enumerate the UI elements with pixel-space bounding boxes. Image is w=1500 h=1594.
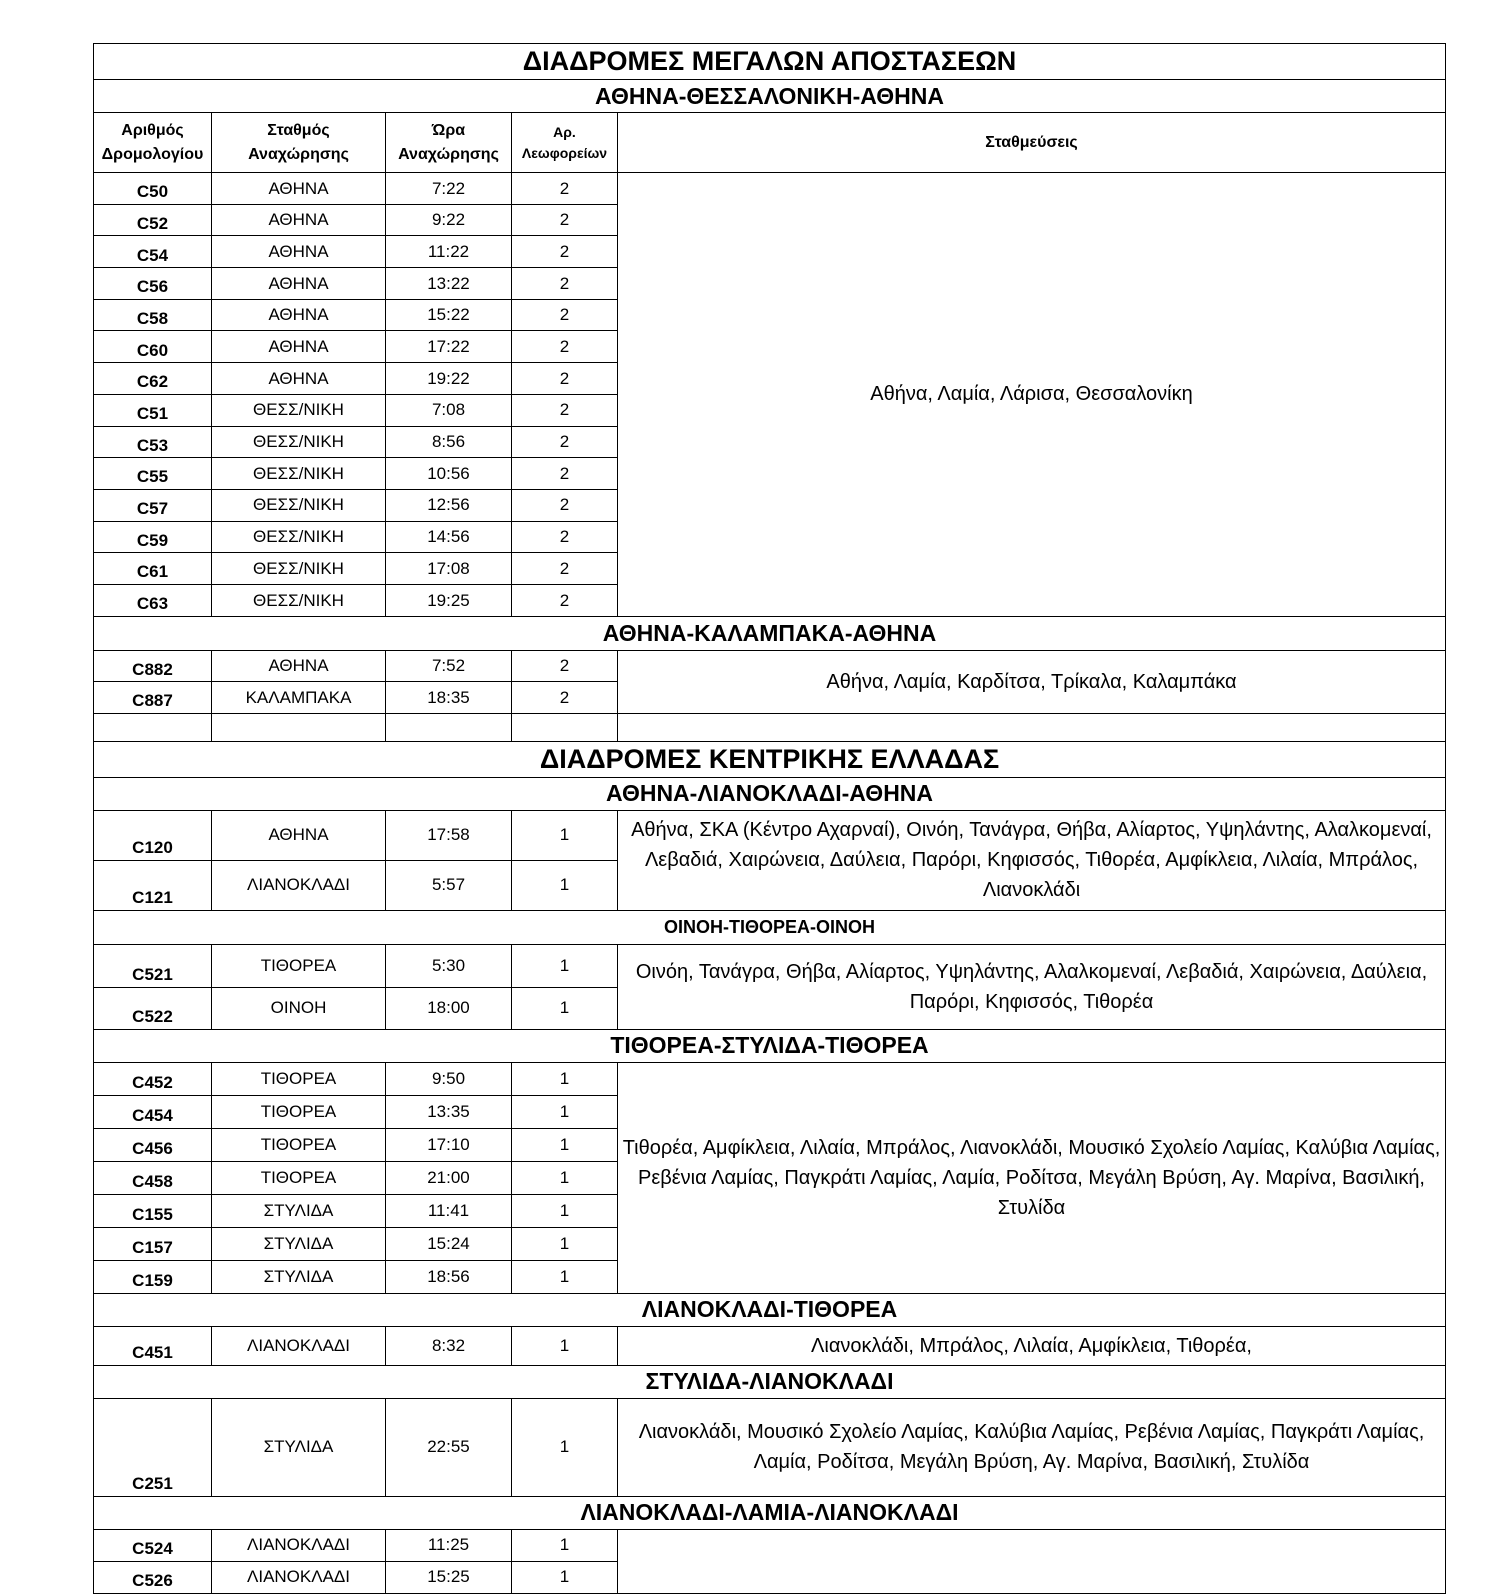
table-row (94, 1062, 1446, 1095)
bus-count: 2 (512, 521, 618, 553)
departure-time: 13:22 (386, 268, 512, 300)
table-row (94, 1326, 1446, 1365)
table-row (94, 810, 1446, 860)
bus-count: 1 (512, 1128, 618, 1161)
departure-time: 7:22 (386, 173, 512, 205)
column-headers (94, 113, 1446, 173)
departure-station: ΤΙΘΟΡΕΑ (212, 944, 386, 987)
departure-station: ΘΕΣΣ/ΝΙΚΗ (212, 553, 386, 585)
departure-time: 17:58 (386, 810, 512, 860)
bus-count: 2 (512, 426, 618, 458)
departure-station: ΘΕΣΣ/ΝΙΚΗ (212, 458, 386, 490)
departure-time: 18:35 (386, 682, 512, 714)
bus-count: 1 (512, 944, 618, 987)
departure-station: ΟΙΝΟΗ (212, 987, 386, 1029)
stops-cell: Λιανοκλάδι, Μουσικό Σχολείο Λαμίας, Καλύβια Λαμίας, Ρεβένια Λαμίας, Παγκράτι Λαμίας, Λαμία, Ροδίτσα, Μεγάλη Βρύση, Αγ. Μαρίνα, Βασιλική, Στυλίδα (618, 1398, 1446, 1496)
bus-count: 1 (512, 1398, 618, 1496)
departure-station: ΛΙΑΝΟΚΛΑΔΙ (212, 1529, 386, 1561)
route-number: C56 (94, 268, 212, 300)
bus-count: 1 (512, 1260, 618, 1293)
departure-time: 14:56 (386, 521, 512, 553)
header-time: Ώρα Αναχώρησης (386, 113, 512, 173)
departure-time: 19:25 (386, 584, 512, 616)
group-title: ΑΘΗΝΑ-ΘΕΣΣΑΛΟΝΙΚΗ-ΑΘΗΝΑ (94, 80, 1446, 113)
route-number: C50 (94, 173, 212, 205)
departure-station: ΑΘΗΝΑ (212, 268, 386, 300)
bus-count: 2 (512, 489, 618, 521)
bus-count: 2 (512, 173, 618, 205)
departure-time: 17:22 (386, 331, 512, 363)
departure-station: ΣΤΥΛΙΔΑ (212, 1398, 386, 1496)
group-title: ΑΘΗΝΑ-ΚΑΛΑΜΠΑΚΑ-ΑΘΗΝΑ (94, 616, 1446, 650)
departure-time: 19:22 (386, 363, 512, 395)
route-number: C524 (94, 1529, 212, 1561)
bus-count: 2 (512, 331, 618, 363)
bus-count: 2 (512, 682, 618, 714)
departure-station: ΣΤΥΛΙΔΑ (212, 1194, 386, 1227)
group-title: ΣΤΥΛΙΔΑ-ΛΙΑΝΟΚΛΑΔΙ (94, 1365, 1446, 1398)
bus-count: 2 (512, 584, 618, 616)
departure-time: 17:10 (386, 1128, 512, 1161)
header-stops: Σταθμεύσεις (618, 113, 1446, 173)
departure-station: ΛΙΑΝΟΚΛΑΔΙ (212, 860, 386, 910)
stops-cell: Τιθορέα, Αμφίκλεια, Λιλαία, Μπράλος, Λιανοκλάδι, Μουσικό Σχολείο Λαμίας, Καλύβια Λαμίας, Ρεβένια Λαμίας, Παγκράτι Λαμίας, Λαμία, Ροδίτσα, Μεγάλη Βρύση, Αγ. Μαρίνα, Βασιλική, Στυλίδα (618, 1062, 1446, 1293)
schedule-document (93, 43, 1446, 1594)
departure-station: ΛΙΑΝΟΚΛΑΔΙ (212, 1326, 386, 1365)
stops-cell: Αθήνα, ΣΚΑ (Κέντρο Αχαρναί), Οινόη, Τανάγρα, Θήβα, Αλίαρτος, Υψηλάντης, Αλαλκομεναί, Λεβαδιά, Χαιρώνεια, Δαύλεια, Παρόρι, Κηφισσός, Τιθορέα, Αμφίκλεια, Λιλαία, Μπράλος, Λιανοκλάδι (618, 810, 1446, 910)
route-number: C456 (94, 1128, 212, 1161)
departure-time: 9:22 (386, 204, 512, 236)
route-number: C53 (94, 426, 212, 458)
group-title: ΑΘΗΝΑ-ΛΙΑΝΟΚΛΑΔΙ-ΑΘΗΝΑ (94, 777, 1446, 810)
departure-station: ΘΕΣΣ/ΝΙΚΗ (212, 489, 386, 521)
departure-time: 18:00 (386, 987, 512, 1029)
table-row (94, 1398, 1446, 1496)
route-number: C62 (94, 363, 212, 395)
route-number: C454 (94, 1095, 212, 1128)
departure-time: 9:50 (386, 1062, 512, 1095)
route-number: C58 (94, 299, 212, 331)
bus-count: 1 (512, 810, 618, 860)
route-number: C452 (94, 1062, 212, 1095)
route-number: C526 (94, 1561, 212, 1593)
departure-time: 22:55 (386, 1398, 512, 1496)
departure-station: ΤΙΘΟΡΕΑ (212, 1062, 386, 1095)
bus-count: 1 (512, 1194, 618, 1227)
route-number: C51 (94, 394, 212, 426)
bus-count: 1 (512, 1529, 618, 1561)
route-number: C155 (94, 1194, 212, 1227)
departure-station: ΑΘΗΝΑ (212, 331, 386, 363)
departure-station: ΚΑΛΑΜΠΑΚΑ (212, 682, 386, 714)
bus-count: 2 (512, 553, 618, 585)
bus-count: 2 (512, 236, 618, 268)
table-row (94, 173, 1446, 205)
departure-time: 15:24 (386, 1227, 512, 1260)
departure-station: ΑΘΗΝΑ (212, 236, 386, 268)
bus-count: 1 (512, 1227, 618, 1260)
route-number: C55 (94, 458, 212, 490)
departure-time: 12:56 (386, 489, 512, 521)
departure-station: ΛΙΑΝΟΚΛΑΔΙ (212, 1561, 386, 1593)
group-title: ΟΙΝΟΗ-ΤΙΘΟΡΕΑ-ΟΙΝΟΗ (94, 910, 1446, 944)
departure-time: 7:52 (386, 650, 512, 682)
departure-station: ΘΕΣΣ/ΝΙΚΗ (212, 584, 386, 616)
bus-count: 1 (512, 860, 618, 910)
bus-count: 1 (512, 1326, 618, 1365)
departure-station: ΑΘΗΝΑ (212, 204, 386, 236)
bus-count: 2 (512, 299, 618, 331)
departure-time: 11:22 (386, 236, 512, 268)
route-number: C63 (94, 584, 212, 616)
route-number: C521 (94, 944, 212, 987)
bus-count: 2 (512, 363, 618, 395)
route-number: C52 (94, 204, 212, 236)
stops-cell: Αθήνα, Λαμία, Λάρισα, Θεσσαλονίκη (618, 173, 1446, 617)
table-row (94, 650, 1446, 682)
bus-count: 2 (512, 650, 618, 682)
departure-station: ΑΘΗΝΑ (212, 810, 386, 860)
route-number: C159 (94, 1260, 212, 1293)
departure-station: ΑΘΗΝΑ (212, 363, 386, 395)
departure-station: ΣΤΥΛΙΔΑ (212, 1260, 386, 1293)
departure-time: 5:57 (386, 860, 512, 910)
stops-cell: Λιανοκλάδι, Μπράλος, Λιλαία, Αμφίκλεια, Τιθορέα, (618, 1326, 1446, 1365)
departure-time: 8:56 (386, 426, 512, 458)
route-number: C54 (94, 236, 212, 268)
bus-count: 1 (512, 1561, 618, 1593)
bus-count: 1 (512, 1095, 618, 1128)
departure-time: 21:00 (386, 1161, 512, 1194)
group-title: ΛΙΑΝΟΚΛΑΔΙ-ΤΙΘΟΡΕΑ (94, 1293, 1446, 1326)
departure-station: ΑΘΗΝΑ (212, 299, 386, 331)
route-number: C157 (94, 1227, 212, 1260)
bus-count: 1 (512, 1161, 618, 1194)
departure-station: ΣΤΥΛΙΔΑ (212, 1227, 386, 1260)
route-number: C458 (94, 1161, 212, 1194)
route-number: C57 (94, 489, 212, 521)
stops-cell: Αθήνα, Λαμία, Καρδίτσα, Τρίκαλα, Καλαμπάκα (618, 650, 1446, 713)
empty-row (94, 713, 1446, 741)
departure-station: ΤΙΘΟΡΕΑ (212, 1095, 386, 1128)
bus-count: 2 (512, 268, 618, 300)
departure-station: ΤΙΘΟΡΕΑ (212, 1161, 386, 1194)
route-number: C61 (94, 553, 212, 585)
table-row (94, 1529, 1446, 1561)
departure-time: 13:35 (386, 1095, 512, 1128)
route-number: C887 (94, 682, 212, 714)
group-title: ΤΙΘΟΡΕΑ-ΣΤΥΛΙΔΑ-ΤΙΘΟΡΕΑ (94, 1029, 1446, 1062)
route-number: C882 (94, 650, 212, 682)
departure-station: ΘΕΣΣ/ΝΙΚΗ (212, 521, 386, 553)
route-number: C121 (94, 860, 212, 910)
section-title-long: ΔΙΑΔΡΟΜΕΣ ΜΕΓΑΛΩΝ ΑΠΟΣΤΑΣΕΩΝ (94, 44, 1446, 80)
header-station: Σταθμός Αναχώρησης (212, 113, 386, 173)
route-number: C451 (94, 1326, 212, 1365)
departure-time: 17:08 (386, 553, 512, 585)
departure-time: 15:25 (386, 1561, 512, 1593)
bus-count: 2 (512, 394, 618, 426)
departure-time: 15:22 (386, 299, 512, 331)
header-buses: Αρ. Λεωφορείων (512, 113, 618, 173)
route-number: C251 (94, 1398, 212, 1496)
bus-count: 1 (512, 1062, 618, 1095)
group-title: ΛΙΑΝΟΚΛΑΔΙ-ΛΑΜΙΑ-ΛΙΑΝΟΚΛΑΔΙ (94, 1496, 1446, 1529)
bus-count: 1 (512, 987, 618, 1029)
header-route: Αριθμός Δρομολογίου (94, 113, 212, 173)
departure-time: 11:25 (386, 1529, 512, 1561)
departure-station: ΘΕΣΣ/ΝΙΚΗ (212, 394, 386, 426)
departure-station: ΘΕΣΣ/ΝΙΚΗ (212, 426, 386, 458)
departure-station: ΑΘΗΝΑ (212, 650, 386, 682)
departure-time: 18:56 (386, 1260, 512, 1293)
route-number: C120 (94, 810, 212, 860)
bus-count: 2 (512, 458, 618, 490)
departure-time: 10:56 (386, 458, 512, 490)
route-number: C522 (94, 987, 212, 1029)
route-number: C59 (94, 521, 212, 553)
stops-cell: Οινόη, Τανάγρα, Θήβα, Αλίαρτος, Υψηλάντης, Αλαλκομεναί, Λεβαδιά, Χαιρώνεια, Δαύλεια, Παρόρι, Κηφισσός, Τιθορέα (618, 944, 1446, 1029)
bus-count: 2 (512, 204, 618, 236)
stops-cell (618, 1529, 1446, 1593)
schedule-table (93, 43, 1446, 1594)
departure-time: 8:32 (386, 1326, 512, 1365)
departure-time: 5:30 (386, 944, 512, 987)
departure-time: 11:41 (386, 1194, 512, 1227)
departure-station: ΑΘΗΝΑ (212, 173, 386, 205)
route-number: C60 (94, 331, 212, 363)
table-row (94, 944, 1446, 987)
departure-station: ΤΙΘΟΡΕΑ (212, 1128, 386, 1161)
departure-time: 7:08 (386, 394, 512, 426)
section-title-central: ΔΙΑΔΡΟΜΕΣ ΚΕΝΤΡΙΚΗΣ ΕΛΛΑΔΑΣ (94, 741, 1446, 777)
